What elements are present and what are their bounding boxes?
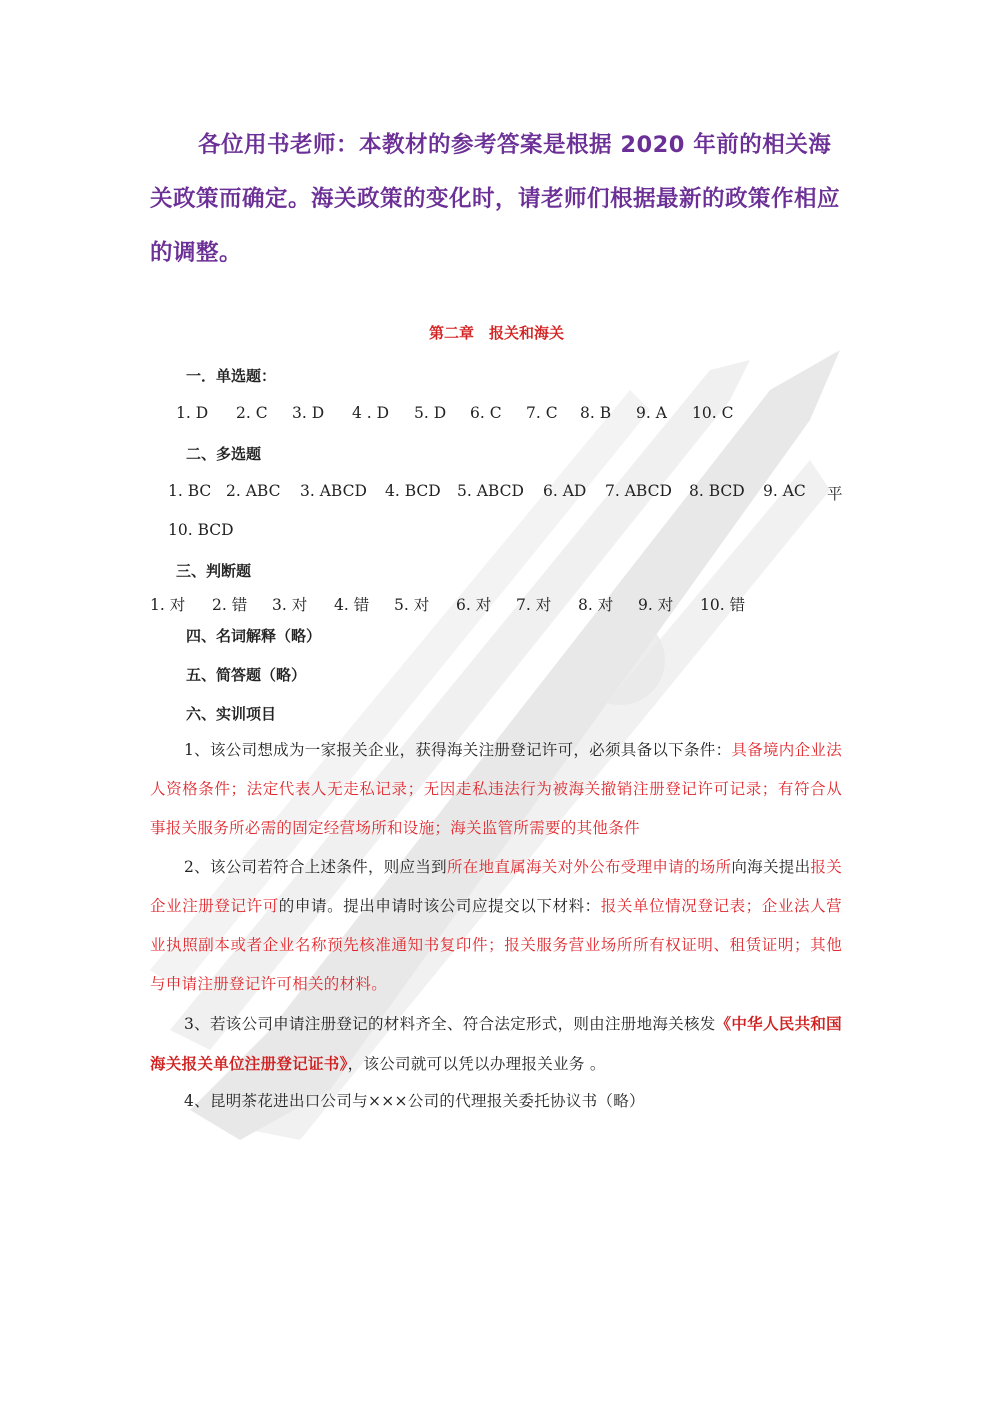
section-single-title: 一．单选题：: [186, 367, 277, 385]
answer-item: 5. 对: [394, 596, 430, 614]
section-practice-title: 六、实训项目: [186, 705, 277, 723]
answer-item: 1. BC: [168, 482, 212, 500]
practice-item-3: [150, 1004, 842, 1084]
practice-3-text-a: 3、若该公司申请注册登记的材料齐全、符合法定形式，则由注册地海关核发: [184, 1015, 716, 1033]
answer-item: 4. BCD: [385, 482, 441, 500]
answer-item: 10. 错: [700, 596, 746, 614]
answer-item: 4 . D: [352, 404, 390, 422]
answer-item: 10. C: [692, 404, 734, 422]
answer-item: 2. C: [236, 404, 268, 422]
practice-2-highlight-a: 所在地直属海关对外公布受理申请的场所: [446, 858, 732, 876]
practice-item-4: [150, 1082, 842, 1121]
section-multi-title: 二、多选题: [186, 445, 262, 463]
practice-3-highlight: 《中华人民共和国海关报关单位注册登记证书》: [150, 1014, 842, 1073]
answer-item: 10. BCD: [168, 521, 234, 539]
single-answers-row: [176, 404, 733, 422]
practice-1-text: 1、该公司想成为一家报关企业，获得海关注册登记许可，必须具备以下条件：: [184, 741, 732, 759]
answer-item: 4. 错: [334, 596, 370, 614]
answer-item: 9. 对: [638, 596, 674, 614]
practice-2-highlight-b: 报关企业注册登记许可: [150, 858, 842, 915]
answer-item: 平: [827, 485, 843, 503]
practice-item-1: [150, 731, 842, 848]
practice-2-text-c: 的申请。提出申请时该公司应提交以下材料：: [278, 897, 601, 915]
answer-item: 7. 对: [516, 596, 552, 614]
answer-item: 3. ABCD: [300, 482, 367, 500]
answer-item: 7. ABCD: [605, 482, 672, 500]
answer-item: 8. 对: [578, 596, 614, 614]
chapter-title: 第二章 报关和海关: [428, 324, 564, 342]
answer-item: 6. C: [470, 404, 502, 422]
teacher-notice: 各位用书老师：本教材的参考答案是根据 2020 年前的相关海关政策而确定。海关政策的变化时，请老师们根据最新的政策作相应的调整。: [150, 132, 841, 266]
answer-item: 3. 对: [272, 596, 308, 614]
answer-item: 8. B: [580, 404, 612, 422]
answer-item: 6. AD: [543, 482, 587, 500]
answer-item: 1. D: [176, 404, 209, 422]
practice-3-text-b: ，该公司就可以凭以办理报关业务 。: [347, 1055, 606, 1073]
judge-answers-row: [150, 593, 745, 615]
answer-item: 9. AC: [763, 482, 806, 500]
practice-2-text-b: 向海关提出: [731, 858, 811, 876]
answer-item: 2. ABC: [226, 482, 281, 500]
section-terms-title: 四、名词解释（略）: [186, 627, 322, 645]
answer-item: 5. D: [414, 404, 447, 422]
answer-item: 1. 对: [150, 596, 186, 614]
multi-answers-row: [168, 482, 843, 504]
answer-item: 9. A: [636, 404, 667, 422]
answer-item: 6. 对: [456, 596, 492, 614]
practice-4-text: 4、昆明茶花进出口公司与×××公司的代理报关委托协议书（略）: [184, 1092, 645, 1110]
section-short-title: 五、简答题（略）: [186, 666, 307, 684]
section-judge-title: 三、判断题: [176, 562, 252, 580]
answer-item: 3. D: [292, 404, 325, 422]
practice-1-highlight: 具备境内企业法人资格条件；法定代表人无走私记录；无因走私违法行为被海关撤销注册登记许可记录；有符合从事报关服务所必需的固定经营场所和设施；海关监管所需要的其他条件: [150, 741, 842, 837]
practice-2-text-a: 2、该公司若符合上述条件，则应当到: [184, 858, 447, 876]
answer-item: 8. BCD: [689, 482, 745, 500]
answer-item: 7. C: [526, 404, 558, 422]
answer-item: 5. ABCD: [457, 482, 524, 500]
answer-item: 2. 错: [212, 596, 248, 614]
multi-answers-row-2: [168, 521, 234, 539]
practice-2-highlight-c: 报关单位情况登记表；企业法人营业执照副本或者企业名称预先核准通知书复印件；报关服务营业场所所有权证明、租赁证明；其他与申请注册登记许可相关的材料。: [150, 897, 842, 993]
practice-item-2: [150, 848, 842, 1004]
